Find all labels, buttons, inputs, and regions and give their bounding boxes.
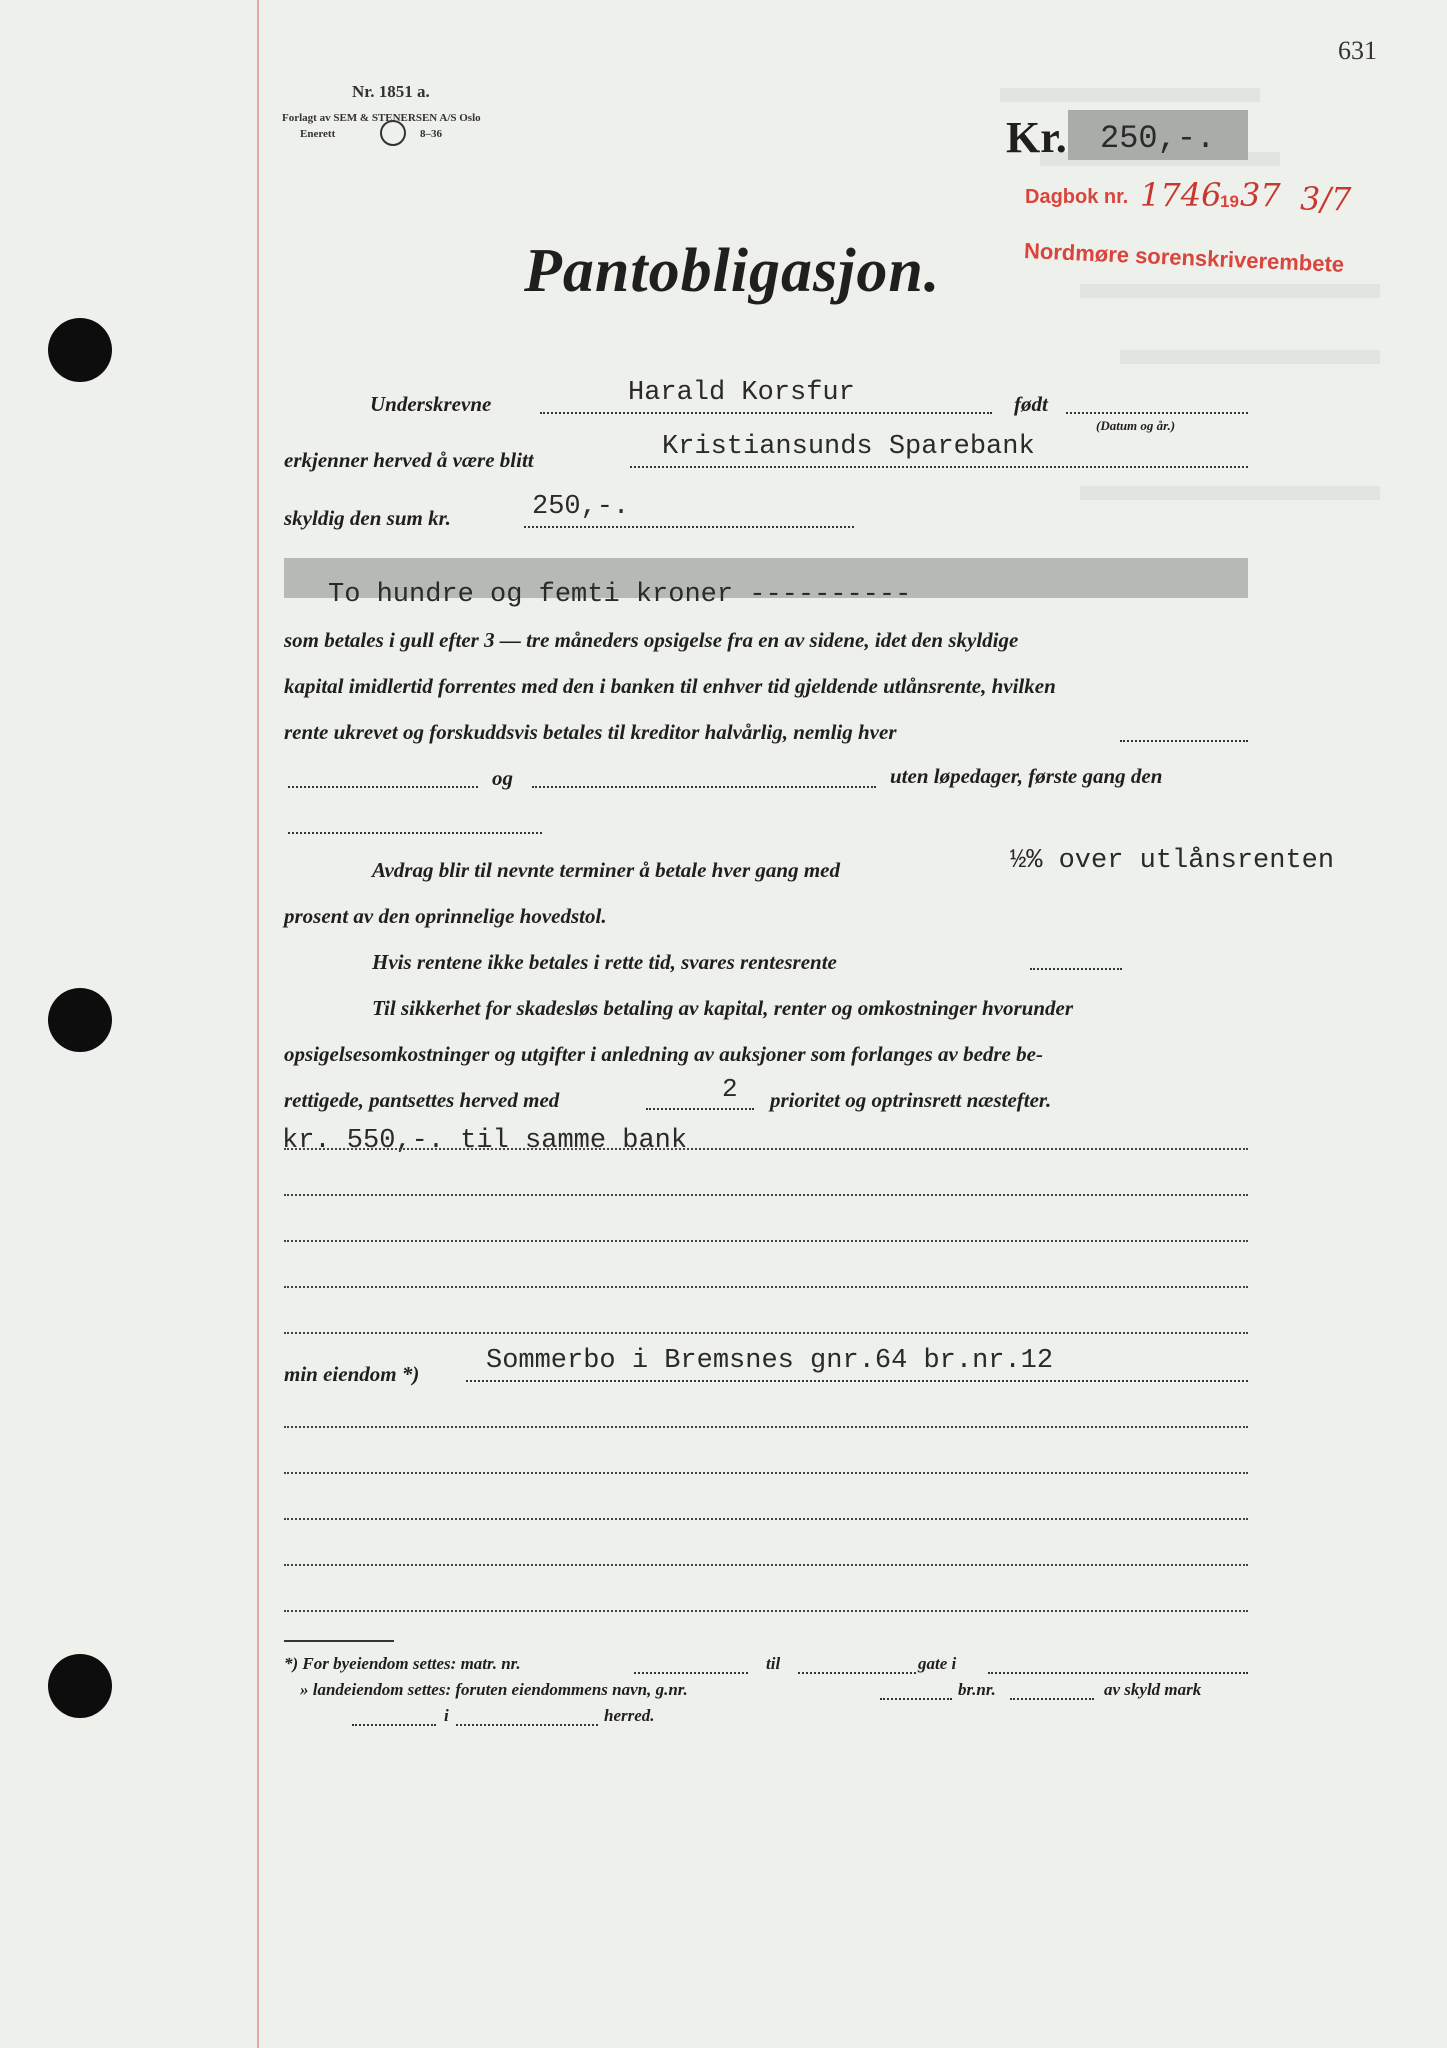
- stamp-dagbok-number: 1746: [1140, 176, 1222, 214]
- terms-og: og: [492, 766, 513, 790]
- stamp-year-prefix: 19: [1220, 192, 1239, 211]
- interest-rate-line: [1030, 968, 1122, 970]
- binder-hole-bottom: [48, 1654, 112, 1718]
- priority-line: [646, 1108, 754, 1110]
- creditor-value: Kristiansunds Sparebank: [662, 432, 1035, 462]
- security-line-3-start: rettigede, pantsettes herved med: [284, 1088, 560, 1112]
- terms-first-date-line: [288, 832, 542, 834]
- terms-date-line-3: [532, 786, 876, 788]
- born-line: [1066, 412, 1248, 414]
- bleed-through: [1080, 284, 1380, 298]
- footnote-dots-1: [634, 1672, 748, 1674]
- bleed-through: [1000, 88, 1260, 102]
- prior-lien-text: kr. 550,-. til samme bank: [282, 1126, 688, 1156]
- prior-lien-line-4: [284, 1286, 1248, 1288]
- bleed-through: [1120, 350, 1380, 364]
- amount-label: Kr.: [1006, 113, 1067, 162]
- form-edition: 8–36: [420, 128, 442, 140]
- footnote-line-3b: herred.: [604, 1706, 655, 1725]
- property-label: min eiendom *): [284, 1362, 420, 1386]
- footnote-dots-3: [988, 1672, 1248, 1674]
- stamp-dagbok-label: Dagbok nr.: [1025, 186, 1129, 208]
- form-number: Nr. 1851 a.: [352, 82, 430, 101]
- binder-hole-top: [48, 318, 112, 382]
- footnote-line-2c: av skyld mark: [1104, 1680, 1202, 1699]
- terms-date-line-2: [288, 786, 478, 788]
- sum-words: To hundre og femti kroner ----------: [328, 580, 912, 610]
- footnote-dots-2: [798, 1672, 916, 1674]
- footnote-line-3a: i: [444, 1706, 449, 1725]
- sum-value: 250,-.: [532, 492, 630, 522]
- prior-lien-line-2: [284, 1194, 1248, 1196]
- footnote-line-1c: gate i: [918, 1654, 957, 1673]
- footnote-dots-5: [1010, 1698, 1094, 1700]
- born-hint: (Datum og år.): [1096, 418, 1176, 433]
- terms-line-1: som betales i gull efter 3 — tre måneders opsigelse fra en av sidene, idet den skyldige: [284, 628, 1019, 652]
- footnote-rule: [284, 1640, 394, 1642]
- sum-line: [524, 526, 854, 528]
- security-line-2: opsigelsesomkostninger og utgifter i anledning av auksjoner som forlanges av bedre be-: [284, 1042, 1043, 1066]
- form-publisher: Forlagt av SEM & STENERSEN A/S Oslo: [282, 112, 481, 124]
- property-line-2: [284, 1426, 1248, 1428]
- creditor-line: [630, 466, 1248, 468]
- born-label: født: [1014, 392, 1048, 416]
- prior-lien-line-5: [284, 1332, 1248, 1334]
- binder-hole-middle: [48, 988, 112, 1052]
- footnote-line-1b: til: [766, 1654, 781, 1673]
- stamp-office: Nordmøre sorenskriverembete: [1023, 238, 1345, 277]
- undersigned-label: Underskrevne: [370, 392, 492, 416]
- avdrag-label: Avdrag blir til nevnte terminer å betale hver gang med: [372, 858, 840, 882]
- creditor-label: erkjenner herved å være blitt: [284, 448, 534, 472]
- property-line-5: [284, 1564, 1248, 1566]
- terms-line-3: rente ukrevet og forskuddsvis betales til kreditor halvårlig, nemlig hver: [284, 720, 897, 744]
- publisher-logo-icon: [380, 120, 406, 146]
- page-number: 631: [1338, 36, 1377, 65]
- prior-lien-line-1: [284, 1148, 1248, 1150]
- footnote-dots-7: [456, 1724, 598, 1726]
- stamp-date: 3/7: [1300, 180, 1352, 218]
- property-line-3: [284, 1472, 1248, 1474]
- footnote-dots-6: [352, 1724, 436, 1726]
- margin-rule: [257, 0, 259, 2048]
- prior-lien-line-3: [284, 1240, 1248, 1242]
- property-line-6: [284, 1610, 1248, 1612]
- security-line-1: Til sikkerhet for skadesløs betaling av kapital, renter og omkostninger hvorunder: [372, 996, 1074, 1020]
- undersigned-line: [540, 412, 992, 414]
- footnote-line-2a: » landeiendom settes: foruten eiendommens navn, g.nr.: [300, 1680, 688, 1699]
- terms-line-2: kapital imidlertid forrentes med den i banken til enhver tid gjeldende utlånsrente, hvilken: [284, 674, 1056, 698]
- footnote-dots-4: [880, 1698, 952, 1700]
- bleed-through: [1080, 486, 1380, 500]
- undersigned-value: Harald Korsfur: [628, 378, 855, 408]
- property-line-4: [284, 1518, 1248, 1520]
- priority-value: 2: [722, 1074, 738, 1104]
- avdrag-value: ½% over utlånsrenten: [1010, 846, 1335, 876]
- footnote-line-2b: br.nr.: [958, 1680, 996, 1699]
- property-value: Sommerbo i Bremsnes gnr.64 br.nr.12: [486, 1346, 1054, 1376]
- document-title: Pantobligasjon.: [524, 237, 941, 305]
- avdrag-end: prosent av den oprinnelige hovedstol.: [284, 904, 607, 928]
- terms-date-line-1: [1120, 740, 1248, 742]
- stamp-year-suffix: 37: [1240, 176, 1281, 214]
- terms-line-4-end: uten løpedager, første gang den: [890, 764, 1163, 788]
- sum-label: skyldig den sum kr.: [284, 506, 451, 530]
- footnote-line-1a: *) For byeiendom settes: matr. nr.: [284, 1654, 521, 1673]
- form-reserved: Enerett: [300, 128, 336, 140]
- interest-line: Hvis rentene ikke betales i rette tid, svares rentesrente: [372, 950, 837, 974]
- property-line: [466, 1380, 1248, 1382]
- amount-value: 250,-.: [1100, 120, 1216, 157]
- security-line-3-end: prioritet og optrinsrett næstefter.: [770, 1088, 1052, 1112]
